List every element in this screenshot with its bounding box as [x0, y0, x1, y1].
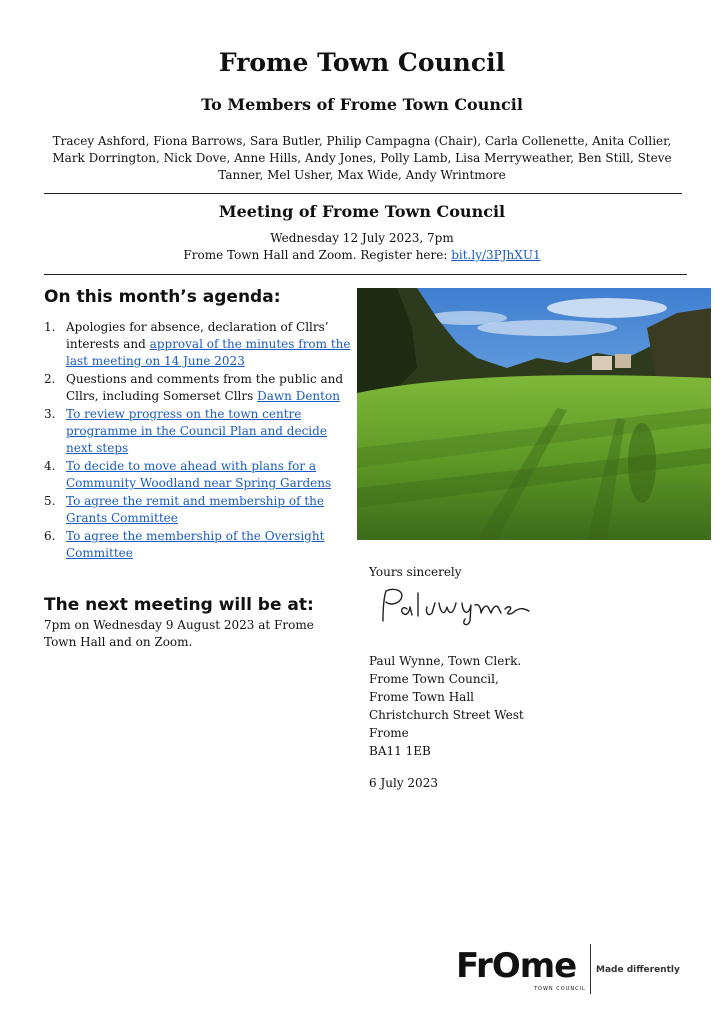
- agenda-item: [44, 458, 354, 492]
- agenda-item-number: 3.: [44, 407, 56, 421]
- meeting-title: Meeting of Frome Town Council: [218, 202, 506, 221]
- logo-divider: [590, 944, 591, 994]
- agenda-item-number: 6.: [44, 529, 56, 543]
- agenda-item: [44, 319, 354, 370]
- dawn-denton-link[interactable]: Dawn Denton: [257, 389, 340, 403]
- page-subtitle: To Members of Frome Town Council: [201, 95, 523, 114]
- agenda-heading: On this month’s agenda:: [44, 287, 281, 307]
- oversight-committee-link[interactable]: To agree the membership of the Oversight Committee: [66, 529, 325, 560]
- next-meeting-section: [44, 595, 349, 651]
- logo-wordmark: FrOme: [456, 946, 577, 986]
- next-meeting-heading: The next meeting will be at:: [44, 595, 314, 615]
- agenda-item-text: Apologies for absence, declaration of Cllrs’ interests and: [66, 320, 329, 351]
- minutes-link[interactable]: approval of the minutes from the last meeting on 14 June 2023: [66, 337, 351, 368]
- logo-tagline: Made differently: [596, 965, 680, 975]
- next-meeting-text: 7pm on Wednesday 9 August 2023 at Frome Town Hall and on Zoom.: [44, 618, 314, 649]
- meeting-date: Wednesday 12 July 2023, 7pm: [270, 231, 454, 245]
- grants-committee-link[interactable]: To agree the remit and membership of the Grants Committee: [66, 494, 324, 525]
- agenda-item: [44, 371, 354, 405]
- signature: [375, 585, 550, 634]
- letter-date: 6 July 2023: [369, 776, 438, 790]
- signature-image: [375, 585, 550, 630]
- divider-middle: [44, 274, 687, 275]
- sender-line: Frome Town Hall: [369, 690, 474, 704]
- sender-line: Paul Wynne, Town Clerk.: [369, 654, 522, 668]
- sender-address: [369, 652, 524, 760]
- agenda-item-number: 2.: [44, 372, 56, 386]
- agenda-item-number: 1.: [44, 320, 56, 334]
- logo-subtext: TOWN COUNCIL: [534, 986, 586, 992]
- closing-text: Yours sincerely: [369, 565, 462, 579]
- members-list: Tracey Ashford, Fiona Barrows, Sara Butler, Philip Campagna (Chair), Carla Collenette, Anita Collier, Mark Dorrington, Nick Dove, Anne Hills, Andy Jones, Polly Lamb, Lisa Merryweather, Ben Still, Steve Tanner, Mel Usher, Max Wide, Andy Wrintmore: [52, 134, 672, 182]
- agenda-item-text: Questions and comments from the public and Cllrs, including Somerset Cllrs: [66, 372, 344, 403]
- divider-top: [44, 193, 682, 194]
- sender-line: Frome Town Council,: [369, 672, 499, 686]
- town-centre-link[interactable]: To review progress on the town centre programme in the Council Plan and decide next steps: [66, 407, 327, 455]
- park-photo: [357, 288, 711, 540]
- park-photo-image: [357, 288, 711, 540]
- frome-logo: [456, 944, 696, 1000]
- agenda-item: [44, 493, 354, 527]
- sender-line: BA11 1EB: [369, 744, 431, 758]
- agenda-section: [44, 287, 354, 563]
- agenda-item: [44, 528, 354, 562]
- sender-line: Frome: [369, 726, 409, 740]
- meeting-venue: [0, 247, 724, 264]
- meeting-venue-text: Frome Town Hall and Zoom. Register here:: [183, 248, 452, 262]
- agenda-list: [44, 319, 354, 562]
- agenda-item: [44, 406, 354, 457]
- agenda-item-number: 4.: [44, 459, 56, 473]
- community-woodland-link[interactable]: To decide to move ahead with plans for a Community Woodland near Spring Gardens: [66, 459, 332, 490]
- sender-line: Christchurch Street West: [369, 708, 524, 722]
- register-link[interactable]: bit.ly/3PJhXU1: [451, 248, 541, 262]
- agenda-item-number: 5.: [44, 494, 56, 508]
- page-title-wrap: [0, 48, 724, 77]
- page-title: Frome Town Council: [218, 48, 506, 77]
